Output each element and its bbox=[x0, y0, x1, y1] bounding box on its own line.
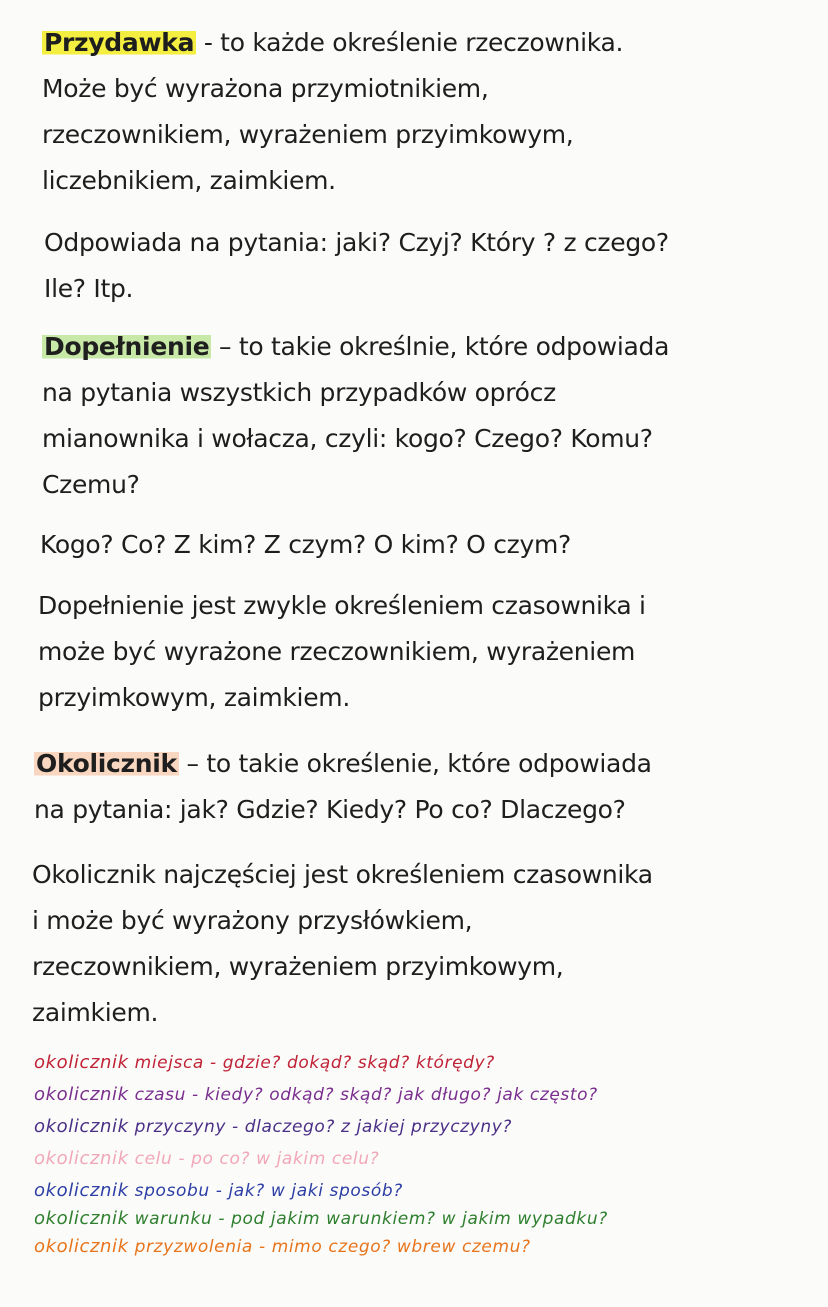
okolicznik-definition bbox=[34, 741, 652, 833]
przydawka-questions-line-2: Ile? Itp. bbox=[44, 274, 134, 303]
okolicznik-desc-line-2: i może być wyrażony przysłówkiem, bbox=[32, 906, 473, 935]
note-okolicznik-sposobu: okolicznik sposobu - jak? w jaki sposób? bbox=[34, 1180, 403, 1201]
przydawka-line-4: liczebnikiem, zaimkiem. bbox=[42, 166, 336, 195]
przydawka-line-3: rzeczownikiem, wyrażeniem przyimkowym, bbox=[42, 120, 574, 149]
okolicznik-desc-line-3: rzeczownikiem, wyrażeniem przyimkowym, bbox=[32, 952, 564, 981]
dopelnienie-line-3: mianownika i wołacza, czyli: kogo? Czego? Komu? bbox=[42, 424, 653, 453]
okolicznik-desc-line-1: Okolicznik najczęściej jest określeniem czasownika bbox=[32, 860, 653, 889]
note-okolicznik-przyczyny: okolicznik przyczyny - dlaczego? z jakiej przyczyny? bbox=[34, 1116, 513, 1137]
dopelnienie-definition bbox=[42, 324, 669, 508]
dopelnienie-term: Dopełnienie bbox=[44, 332, 210, 361]
note-okolicznik-miejsca: okolicznik miejsca - gdzie? dokąd? skąd? którędy? bbox=[34, 1052, 495, 1073]
przydawka-definition bbox=[42, 20, 623, 204]
przydawka-line-1: Przydawka - to każde określenie rzeczownika. bbox=[44, 28, 624, 57]
przydawka-questions-line-1: Odpowiada na pytania: jaki? Czyj? Który ? z czego? bbox=[44, 228, 669, 257]
dopelnienie-line-2: na pytania wszystkich przypadków oprócz bbox=[42, 378, 556, 407]
dopelnienie-desc-line-3: przyimkowym, zaimkiem. bbox=[38, 683, 350, 712]
okolicznik-description bbox=[32, 852, 653, 1036]
przydawka-line-2: Może być wyrażona przymiotnikiem, bbox=[42, 74, 489, 103]
dopelnienie-line-4: Czemu? bbox=[42, 470, 140, 499]
okolicznik-desc-line-4: zaimkiem. bbox=[32, 998, 159, 1027]
przydawka-questions bbox=[44, 220, 669, 312]
note-okolicznik-przyzwolenia: okolicznik przyzwolenia - mimo czego? wbrew czemu? bbox=[34, 1236, 531, 1257]
dopelnienie-line-1: Dopełnienie – to takie określnie, które odpowiada bbox=[44, 332, 670, 361]
note-okolicznik-warunku: okolicznik warunku - pod jakim warunkiem? w jakim wypadku? bbox=[34, 1208, 608, 1229]
okolicznik-term: Okolicznik bbox=[36, 749, 177, 778]
okolicznik-line-2: na pytania: jak? Gdzie? Kiedy? Po co? Dlaczego? bbox=[34, 795, 626, 824]
przydawka-term: Przydawka bbox=[44, 28, 195, 57]
note-okolicznik-czasu: okolicznik czasu - kiedy? odkąd? skąd? jak długo? jak często? bbox=[34, 1084, 598, 1105]
dopelnienie-desc-line-2: może być wyrażone rzeczownikiem, wyrażeniem bbox=[38, 637, 636, 666]
dopelnienie-questions: Kogo? Co? Z kim? Z czym? O kim? O czym? bbox=[40, 530, 571, 559]
note-okolicznik-celu: okolicznik celu - po co? w jakim celu? bbox=[34, 1148, 380, 1169]
dopelnienie-description bbox=[38, 583, 646, 721]
okolicznik-line-1: Okolicznik – to takie określenie, które odpowiada bbox=[36, 749, 652, 778]
dopelnienie-desc-line-1: Dopełnienie jest zwykle określeniem czasownika i bbox=[38, 591, 646, 620]
